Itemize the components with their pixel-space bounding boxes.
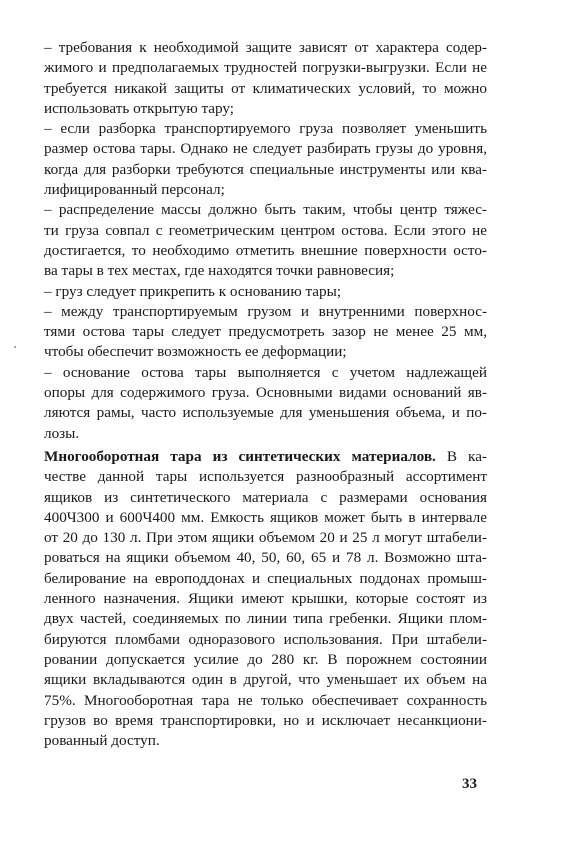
text-line: бируются пломбами одноразового использования. При штабели- [44, 630, 487, 648]
text-line: жимого и предполагаемых трудностей погрузки-выгрузки. Если не [44, 59, 487, 77]
text-line: ва тары в тех местах, где находятся точки равновесия; [44, 262, 395, 280]
page-body [44, 38, 487, 751]
text-line: – если разборка транспортируемого груза позволяет уменьшить [44, 120, 487, 138]
text-line: – распределение массы должно быть таким, чтобы центр тяжес- [44, 201, 487, 219]
text-line: – требования к необходимой защите зависят от характера содер- [44, 39, 487, 56]
section-heading: Многооборотная тара из синтетических материалов. [44, 447, 436, 465]
heading-continuation: В ка- [435, 447, 487, 465]
text-line: – груз следует прикрепить к основанию тары; [44, 282, 342, 300]
text-line: роваться на ящики объемом 40, 50, 60, 65 и 78 л. Возможно шта- [44, 549, 487, 567]
text-line: размер остова тары. Однако не следует разбирать грузы до уровня, [44, 140, 487, 158]
text-line: достигается, то необходимо отметить внешние поверхности осто- [44, 241, 487, 259]
scan-speck [14, 346, 16, 348]
paragraph-fastening [44, 282, 487, 302]
text-line: ящики вкладываются один в другой, что уменьшает их объем на [44, 671, 487, 689]
text-line: рованный доступ. [44, 732, 160, 750]
text-line: 400Ч300 и 600Ч400 мм. Емкость ящиков может быть в интервале [44, 508, 487, 526]
text-line: двух частей, соединяемых по линии типа гребенки. Ящики плом- [44, 610, 487, 628]
page-number: 33 [462, 776, 477, 792]
paragraph-synthetic-containers [44, 447, 487, 751]
text-line: требуется никакой защиты от климатических условий, то можно [44, 79, 487, 97]
text-line: 75%. Многооборотная тара не только обеспечивает сохранность [44, 691, 487, 709]
paragraph-mass-distribution [44, 200, 487, 281]
paragraph-base-support [44, 363, 487, 444]
text-line: тями остова тары следует предусмотреть зазор не менее 25 мм, [44, 323, 487, 341]
text-line [44, 447, 487, 467]
text-line: использовать открытую тару; [44, 99, 235, 117]
paragraph-clearance [44, 302, 487, 363]
text-line: белирование на европоддонах и специальных поддонах промыш- [44, 569, 487, 587]
text-line: ленного назначения. Ящики имеют крышки, которые состоят из [44, 590, 487, 608]
text-line: когда для разборки требуются специальные инструменты или ква- [44, 160, 487, 178]
text-line: лифицированный персонал; [44, 181, 225, 199]
text-line: лозы. [44, 424, 80, 442]
text-line: чтобы обеспечит возможность ее деформации; [44, 343, 347, 361]
text-line: опоры для содержимого груза. Основными видами оснований яв- [44, 384, 487, 402]
text-line: ти груза совпал с геометрическим центром остова. Если этого не [44, 221, 487, 239]
text-line: – основание остова тары выполняется с учетом надлежащей [44, 363, 487, 381]
text-line: грузов во время транспортировки, но и исключает несанкциони- [44, 711, 487, 729]
text-line: ящиков из синтетического материала с размерами основания [44, 488, 487, 506]
text-line: ляются рамы, часто используемые для уменьшения объема, и по- [44, 404, 487, 422]
text-line: честве данной тары используется разнообразный ассортимент [44, 468, 487, 486]
paragraph-disassembly [44, 119, 487, 200]
text-line: ровании допускается усилие до 280 кг. В порожнем состоянии [44, 650, 487, 668]
paragraph-protection-requirements [44, 38, 487, 119]
text-line: от 20 до 130 л. При этом ящики объемом 20 и 25 л могут штабели- [44, 529, 487, 547]
text-line: – между транспортируемым грузом и внутренними поверхнос- [44, 302, 487, 320]
